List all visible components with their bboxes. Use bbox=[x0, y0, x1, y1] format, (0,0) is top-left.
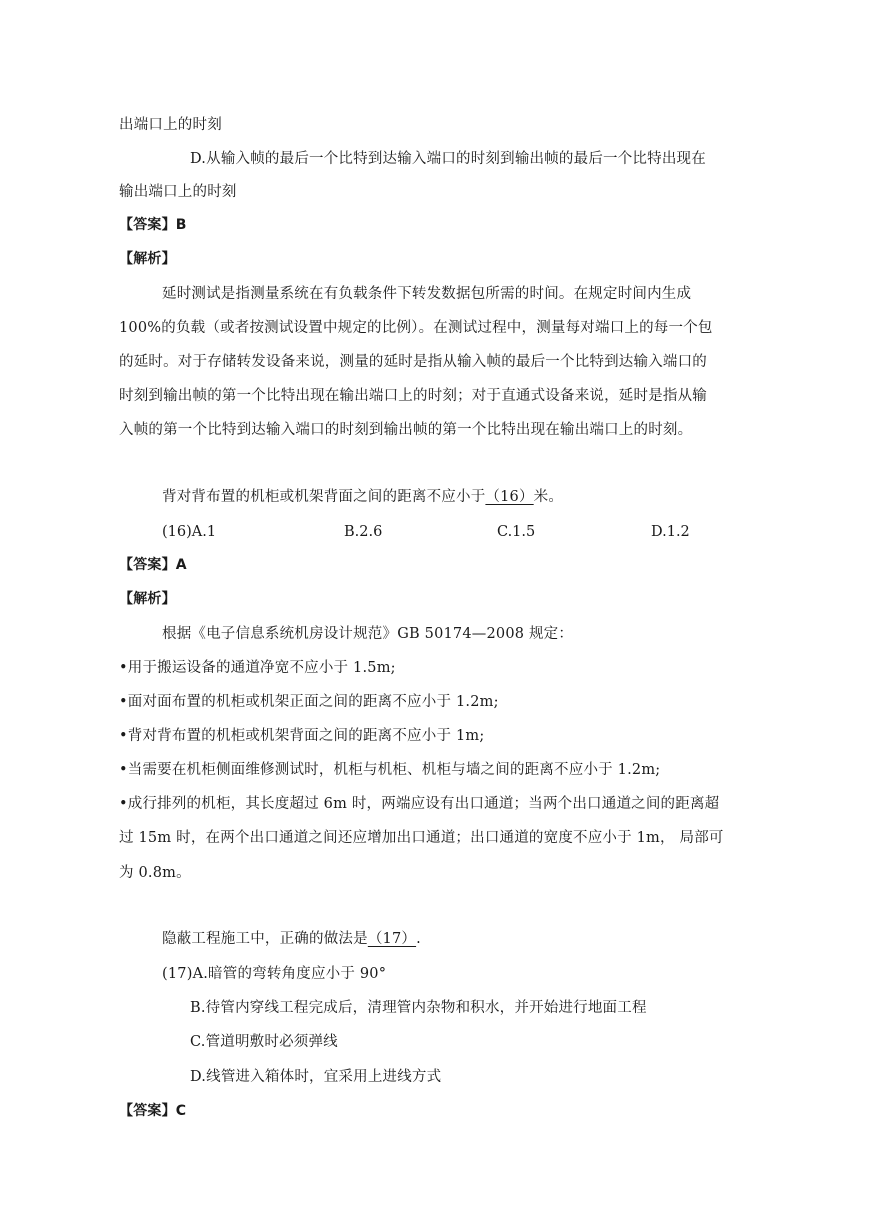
analysis-bullet: •面对面布置的机柜或机架正面之间的距离不应小于 1.2m; bbox=[119, 694, 499, 710]
analysis-intro: 根据《电子信息系统机房设计规范》GB 50174—2008 规定： bbox=[162, 626, 574, 642]
question-17-option-b: B.待管内穿线工程完成后，清理管内杂物和积水，并开始进行地面工程 bbox=[190, 1000, 647, 1016]
analysis-bullet: 为 0.8m。 bbox=[119, 865, 191, 881]
question-17-option-c: C.管道明敷时必须弹线 bbox=[190, 1034, 338, 1050]
analysis-line: 延时测试是指测量系统在有负载条件下转发数据包所需的时间。在规定时间内生成 bbox=[162, 286, 692, 302]
question-17-option-a: (17)A.暗管的弯转角度应小于 90° bbox=[162, 966, 387, 982]
analysis-label: 【解析】 bbox=[119, 251, 176, 267]
analysis-bullet: •成行排列的机柜，其长度超过 6m 时，两端应设有出口通道；当两个出口通道之间的距离超 bbox=[119, 796, 720, 812]
analysis-bullet: 过 15m 时，在两个出口通道之间还应增加出口通道；出口通道的宽度不应小于 1m， 局部可 bbox=[119, 830, 724, 846]
analysis-line: 的延时。对于存储转发设备来说，测量的延时是指从输入帧的最后一个比特到达输入端口的 bbox=[119, 354, 707, 370]
option-d-line2: 输出端口上的时刻 bbox=[119, 184, 237, 200]
question-17-stem bbox=[162, 929, 421, 949]
question-17-stem-text: 隐蔽工程施工中，正确的做法是 bbox=[162, 931, 368, 947]
answer-label: 【答案】C bbox=[119, 1103, 187, 1119]
question-17-stem-end: . bbox=[416, 931, 421, 947]
analysis-line: 时刻到输出帧的第一个比特出现在输出端口上的时刻；对于直通式设备来说，延时是指从输 bbox=[119, 388, 707, 404]
analysis-line: 入帧的第一个比特到达输入端口的时刻到输出帧的第一个比特出现在输出端口上的时刻。 bbox=[119, 422, 693, 438]
option-d-line1: D.从输入帧的最后一个比特到达输入端口的时刻到输出帧的最后一个比特出现在 bbox=[190, 151, 706, 167]
answer-label: 【答案】A bbox=[119, 557, 187, 573]
analysis-bullet: •用于搬运设备的通道净宽不应小于 1.5m; bbox=[119, 660, 396, 676]
question-17-blank: （17） bbox=[367, 931, 417, 947]
answer-label: 【答案】B bbox=[119, 217, 187, 233]
option-c-continuation: 出端口上的时刻 bbox=[119, 117, 222, 133]
question-16-stem-text: 背对背布置的机柜或机架背面之间的距离不应小于 bbox=[162, 489, 486, 505]
question-16-stem-end: 米。 bbox=[533, 489, 564, 505]
question-16-option-a: (16)A.1 bbox=[162, 524, 217, 540]
question-16-option-d: D.1.2 bbox=[651, 524, 690, 540]
analysis-bullet: •背对背布置的机柜或机架背面之间的距离不应小于 1m; bbox=[119, 728, 485, 744]
question-16-option-b: B.2.6 bbox=[344, 524, 383, 540]
analysis-line: 100%的负载（或者按测试设置中规定的比例）。在测试过程中，测量每对端口上的每一个包 bbox=[119, 320, 713, 336]
question-17-option-d: D.线管进入箱体时，宜采用上进线方式 bbox=[190, 1069, 442, 1085]
question-16-blank: （16） bbox=[485, 489, 534, 505]
analysis-label: 【解析】 bbox=[119, 591, 176, 607]
question-16-stem bbox=[162, 487, 563, 507]
analysis-bullet: •当需要在机柜侧面维修测试时，机柜与机柜、机柜与墙之间的距离不应小于 1.2m; bbox=[119, 762, 661, 778]
question-16-option-c: C.1.5 bbox=[497, 524, 536, 540]
